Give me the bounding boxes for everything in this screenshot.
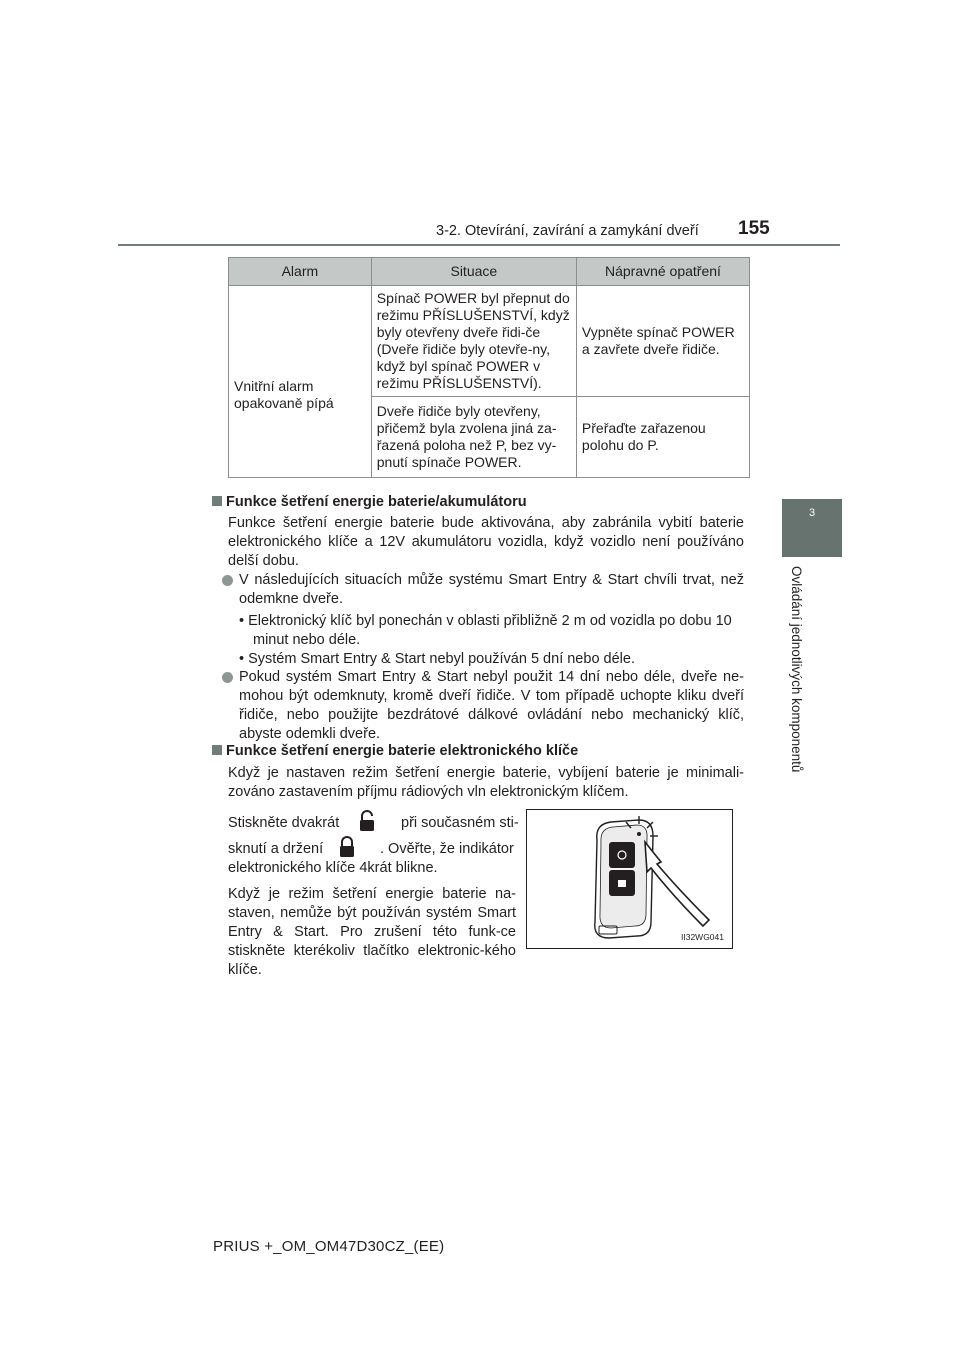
table-cell-action: Vypněte spínač POWER a zavřete dveře řidiče.	[576, 286, 749, 397]
table-header-action: Nápravné opatření	[576, 258, 749, 286]
bullet-item: V následujících situacích může systému Smart Entry & Start chvíli trvat, než odemkne dveře.	[239, 571, 744, 609]
document-footer: PRIUS +_OM_OM47D30CZ_(EE)	[213, 1238, 445, 1255]
paragraph: při současném sti-	[401, 815, 519, 831]
bullet-icon	[222, 672, 233, 683]
paragraph: Když je režim šetření energie baterie na-staven, nemůže být používán systém Smart Entry & Start. Pro zrušení této funk-ce stiskněte kterékoliv tlačítko elektronic-kého klíče.	[228, 886, 516, 978]
section-title: Funkce šetření energie baterie/akumulátoru	[212, 494, 527, 510]
table-header-situation: Situace	[371, 258, 576, 286]
key-figure	[526, 809, 733, 949]
paragraph: . Ověřte, že indikátor	[380, 841, 514, 857]
figure-code: II32WG041	[681, 932, 724, 942]
table-cell-alarm: Vnitřní alarm opakovaně pípá	[229, 286, 372, 478]
lock-icon	[338, 836, 356, 858]
table-cell-situation: Dveře řidiče byly otevřeny, přičemž byla zvolena jiná za-řazená poloha než P, bez vy-pnutí spínače POWER.	[371, 397, 576, 478]
table-cell-action: Přeřaďte zařazenou polohu do P.	[576, 397, 749, 478]
square-bullet-icon	[212, 496, 222, 506]
page-number: 155	[738, 218, 770, 239]
chapter-number: 3	[808, 507, 816, 519]
chapter-tab[interactable]	[782, 499, 842, 557]
square-bullet-icon	[212, 745, 222, 755]
alarm-table	[228, 257, 750, 478]
bullet-item: Pokud systém Smart Entry & Start nebyl použit 14 dní nebo déle, dveře ne-mohou být odemknuty, kromě dveří řidiče. V tom případě uchopte kliku dveří řidiče, nebo použijte bezdrátové dálkové ovládání nebo mechanický klíč, abyste odemkli dveře.	[239, 668, 744, 744]
paragraph: sknutí a držení	[228, 841, 324, 857]
chapter-label: Ovládání jednotlivých komponentů	[789, 566, 804, 773]
sub-bullet-item: • Elektronický klíč byl ponechán v oblasti přibližně 2 m od vozidla po dobu 10 minut nebo déle.	[239, 613, 732, 648]
paragraph: Stiskněte dvakrát	[228, 815, 340, 831]
unlock-icon	[358, 810, 376, 832]
bullet-icon	[222, 575, 233, 586]
paragraph: Funkce šetření energie baterie bude aktivována, aby zabránila vybití baterie elektronického klíče a 12V akumulátoru vozidla, když vozidlo není používáno delší dobu.	[228, 515, 744, 569]
paragraph: elektronického klíče 4krát blikne.	[228, 860, 438, 876]
electronic-key-illustration	[527, 810, 732, 948]
paragraph: Když je nastaven režim šetření energie baterie, vybíjení baterie je minimali-zováno zastavením příjmu rádiových vln elektronickým klíčem.	[228, 765, 744, 800]
section-title: Funkce šetření energie baterie elektronického klíče	[212, 743, 578, 759]
sub-bullet-item: • Systém Smart Entry & Start nebyl používán 5 dní nebo déle.	[239, 651, 635, 667]
table-header-alarm: Alarm	[229, 258, 372, 286]
section-heading: 3-2. Otevírání, zavírání a zamykání dveří	[436, 223, 699, 239]
header-rule	[118, 244, 840, 246]
table-cell-situation: Spínač POWER byl přepnut do režimu PŘÍSLUŠENSTVÍ, když byly otevřeny dveře řidi-če (Dveře řidiče byly otevře-ny, když byl spínač POWER v režimu PŘÍSLUŠENSTVÍ).	[371, 286, 576, 397]
